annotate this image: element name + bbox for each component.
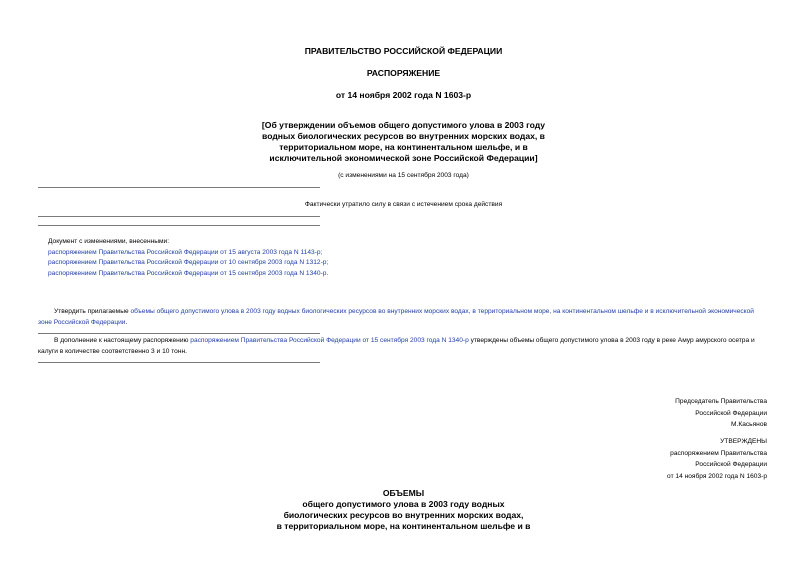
volumes-title-line-3: биологических ресурсов во внутренних морских водах, <box>283 510 524 520</box>
volumes-title-line-2: общего допустимого улова в 2003 году водных <box>302 499 505 509</box>
change-link-2[interactable]: распоряжением Правительства Российской Федерации от 10 сентября 2003 года N 1312-р; <box>48 259 329 266</box>
divider <box>38 225 320 226</box>
doc-title-line-2: водных биологических ресурсов во внутренних морских водах, в <box>262 131 545 141</box>
government-name: ПРАВИТЕЛЬСТВО РОССИЙСКОЙ ФЕДЕРАЦИИ <box>304 46 503 56</box>
doc-type: РАСПОРЯЖЕНИЕ <box>366 68 441 78</box>
volumes-title-line-4: в территориальном море, на континентальном шельфе и в <box>276 521 531 531</box>
approved-line-2: распоряжением Правительства <box>670 449 767 457</box>
amendment-note: (с изменениями на 15 сентября 2003 года) <box>338 172 469 179</box>
changes-block <box>48 237 328 279</box>
signature-block <box>675 396 767 431</box>
paragraph-approve-suffix: . <box>125 318 128 326</box>
change-link-1[interactable]: распоряжением Правительства Российской Федерации от 15 августа 2003 года N 1143-р; <box>48 248 323 256</box>
approved-line-3: Российской Федерации <box>695 461 767 468</box>
doc-title-line-1: [Об утверждении объемов общего допустимого улова в 2003 году <box>261 120 546 130</box>
status-note: Фактически утратило силу в связи с истечением срока действия <box>304 201 503 208</box>
approved-line-4: от 14 ноября 2002 года N 1603-р <box>667 472 767 480</box>
doc-title-line-3: территориальном море, на континентальном шельфе, и в <box>279 142 528 152</box>
signature-line-1: Председатель Правительства <box>675 398 767 405</box>
order-1340-link[interactable]: распоряжением Правительства Российской Федерации от 15 сентября 2003 года N 1340-р <box>190 337 469 344</box>
paragraph-approve <box>38 307 768 328</box>
paragraph-addition-prefix: В дополнение к настоящему распоряжению <box>54 337 191 344</box>
signature-line-2: Российской Федерации <box>695 409 767 417</box>
changes-heading: Документ с изменениями, внесенными: <box>48 238 170 245</box>
doc-date-number: от 14 ноября 2002 года N 1603-р <box>335 90 472 100</box>
paragraph-addition <box>38 336 768 357</box>
volumes-title-line-1: ОБЪЕМЫ <box>382 488 425 498</box>
divider <box>38 362 320 363</box>
approved-line-1: УТВЕРЖДЕНЫ <box>720 438 767 445</box>
doc-title <box>0 120 807 164</box>
doc-title-line-4: исключительной экономической зоне Российской Федерации] <box>269 153 538 163</box>
divider <box>38 333 320 334</box>
signature-line-3: М.Касьянов <box>731 421 767 428</box>
volumes-title <box>0 488 807 532</box>
paragraph-approve-prefix: Утвердить прилагаемые <box>54 308 131 315</box>
divider <box>38 187 320 188</box>
change-link-3[interactable]: распоряжением Правительства Российской Федерации от 15 сентября 2003 года N 1340-р. <box>48 269 329 277</box>
divider <box>38 216 320 217</box>
approved-block <box>667 436 767 482</box>
paragraph-addition-suffix: утверждены объемы общего допустимого улова в 2003 году в реке Амур амурского осетра и калуги в количестве соответственно 3 и 10 тонн. <box>38 337 755 355</box>
volumes-link[interactable]: объемы общего допустимого улова в 2003 году водных биологических ресурсов во внутренних морских водах, в территориальном море, на континентальном шельфе и в исключительной экономической зоне Российской Федерации <box>38 308 754 326</box>
